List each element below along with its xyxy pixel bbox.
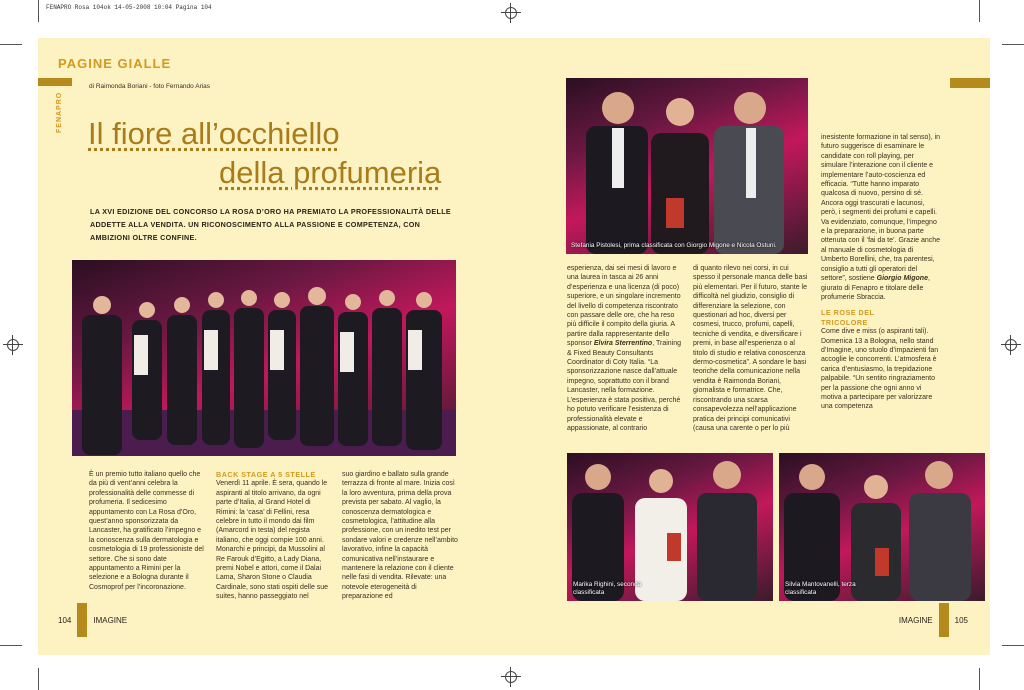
caption-first: Stefania Pistolesi, prima classificata con Giorgio Migone e Nicola Ostuni.	[571, 242, 777, 249]
crop-mark	[979, 0, 980, 22]
author-credit: di Raimonda Boriani - foto Fernando Arias	[89, 83, 211, 90]
winner-photo-first	[566, 78, 808, 254]
crop-mark	[1002, 44, 1024, 45]
crop-mark	[979, 668, 980, 690]
subhead-rose-tricolore: LE ROSE DEL TRICOLORE	[821, 308, 875, 327]
column-2-text: Venerdì 11 aprile. È sera, quando le aspiranti al titolo arrivano, da ogni parte d’Italia, al Grand Hotel di Rimini: la ‘casa’ di Fellini, resa celebre in tutto il mondo dai film (Amarcord in testa) del regista italiano, che oggi compie 100 anni. Monarchi e principi, da Mussolini al Re Farouk d’Egitto, a Lady Diana, premi Nobel e attori, come il Dalai Lama, Sharon Stone o Claudia Cardinale, sono stati ospiti delle sue suites, hanno passeggiato nel	[216, 480, 329, 601]
deck-subtitle: LA XVI EDIZIONE DEL CONCORSO LA ROSA D’ORO HA PREMIATO LA PROFESSIONALITÀ DELLE ADDETTE ALLA VENDITA. UN RICONOSCIMENTO ALLA PASSIONE E COMPETENZA, CON AMBIZIONI OLTRE CONFINE.	[90, 207, 451, 242]
crop-mark	[0, 44, 22, 45]
section-tab-left	[38, 78, 72, 86]
folio-bar-right	[939, 603, 949, 637]
column-3: suo giardino e ballato sulla grande terrazza di fronte al mare. Inizia così la loro avventura, prima della prova prevista per sabato. Al vaglio, la conoscenza dermatologica e cosmetologica, l’attitudine alla professione, con un inedito test per sondare valori e credenze nell’ambito lavorativo, infine la capacità comunicativa nell’instaurare e mantenere la relazione con il cliente nelle fasi di vendita. Rilevate: una notevole eterogeneità di preparazione ed	[342, 471, 458, 601]
page-number-right: 105	[954, 615, 968, 625]
winner-photo-third-figures	[779, 453, 985, 601]
headline-line-2: della profumeria	[219, 155, 442, 190]
column-6-text-c: Come dive e miss (o aspiranti tali). Domenica 13 a Bologna, nello stand d’Imagine, uno stuolo d’impazienti fan accoglie le concorrenti. L’atmosfera è carica d’entusiasmo, la trepidazione palpabile. “Un sentito ringraziamento per la passione che ogni anno vi motiva a partecipare per valorizzare una competenza	[821, 328, 939, 411]
caption-second: Marika Righini, seconda classificata	[573, 581, 642, 596]
crop-mark	[38, 668, 39, 690]
registration-mark	[501, 667, 521, 687]
crop-mark	[38, 0, 39, 22]
crop-mark	[0, 645, 22, 646]
column-5: di quanto rilevo nei corsi, in cui spesso il personale manca delle basi più elementari. Per il futuro, stante le difficoltà nel giudizio, consiglio di differenziare la selezione, con questionari ad hoc, diversi per cosmesi, trucco, profumi, capelli, tecniche di vendita, e diversificare i premi, in base all’esperienza o al titolo di studio e relativa conoscenza dermo-cosmetica”. A sondare le basi teoriche della comunicazione nella vendita è Raimonda Boriani, giornalista e formatrice. Che, riscontrando una scarsa consapevolezza nell’applicazione pratica dei principi comunicativi (causa una carente o per lo più	[693, 265, 808, 432]
registration-mark	[3, 335, 23, 355]
column-4-text-b: , Training & Fixed Beauty Consultants Coordinator di Coty Italia. “La sponsorizzazione nasce dall’attuale impegno, soprattutto con il brand Lancaster, nella formazione. L’esperienza è stata positiva, perché ho potuto verificare l’esistenza di professionalità elevate e appassionate, al contrario	[567, 340, 682, 432]
winner-photo-first-figures	[566, 78, 808, 254]
registration-mark	[501, 3, 521, 23]
column-1: È un premio tutto italiano quello che da più di vent’anni celebra la professionalità delle commesse di profumeria. Il sedicesimo appuntamento con La Rosa d’Oro, quest’anno sponsorizzata da Lancaster, ha gratificato l’impegno e la conoscenza sulla dermatologia e cosmetologia di 19 professioniste del settore. Che si sono date appuntamento a Rimini per la selezione e a Bologna durante il Cosmoprof per l’incoronazione.	[89, 471, 204, 591]
folio-bar-left	[77, 603, 87, 637]
column-6-text-b: , giurato di Fenapro e titolare delle profumerie Sbraccia.	[821, 275, 930, 301]
column-2	[216, 470, 332, 602]
folio-left	[58, 603, 127, 637]
group-photo-figures	[72, 260, 456, 456]
subhead-back-stage: BACK STAGE A 5 STELLE	[216, 470, 316, 479]
caption-third: Silvia Mantovanelli, terza classificata	[785, 581, 856, 596]
folio-right	[899, 603, 968, 637]
print-slug: FENAPRO Rosa 104ok 14-05-2008 10:04 Pagina 104	[46, 4, 212, 11]
crop-mark	[1002, 645, 1024, 646]
magazine-spread	[38, 38, 990, 655]
section-rubric: PAGINE GIALLE	[58, 56, 172, 71]
section-tab-right	[950, 78, 990, 88]
folio-label-left: IMAGINE	[93, 615, 128, 625]
winner-photo-second-figures	[567, 453, 773, 601]
column-4	[567, 264, 685, 433]
winner-photo-third	[779, 453, 985, 601]
column-4-text-a: esperienza, dai sei mesi di lavoro e una laurea in tasca ai 26 anni d’esperienza e una licenza (di poco) superiore, e un singolare incremento del livello di competenza riscontrato con passare delle ore, che ha reso più difficile il compito della giuria. A partire dalla rappresentante dello sponsor	[567, 265, 681, 348]
registration-mark	[1001, 335, 1021, 355]
vertical-tag: FENAPRO	[56, 91, 63, 133]
folio-label-right: IMAGINE	[898, 615, 933, 625]
name-migone: Giorgio Migone	[876, 275, 928, 283]
group-photo	[72, 260, 456, 456]
winner-photo-second	[567, 453, 773, 601]
page-number-left: 104	[58, 615, 72, 625]
headline-line-1: Il fiore all’occhiello	[88, 116, 340, 151]
name-sterrentino: Elvira Sterrentino	[593, 340, 653, 348]
column-6	[821, 133, 941, 412]
column-6-text-a: inesistente formazione in tal senso), in futuro suggerisce di esaminare le candidate con roll playing, per simulare l’interazione con il cliente e implementare l’auto-coscienza ed efficacia. “Tutte hanno imparato qualcosa di nuovo, persino di sé. Ancora oggi trascurati e lacunosi, però, i segmenti dei profumi e capelli. Va evidenziato, comunque, l’impegno e la preparazione, in buona parte ottenuta con il ‘fai da te’. Grazie anche al manuale di cosmetologia di Umberto Borellini, che, tra parentesi, consiglio a tutti gli operatori del settore”, sostiene	[821, 134, 941, 283]
